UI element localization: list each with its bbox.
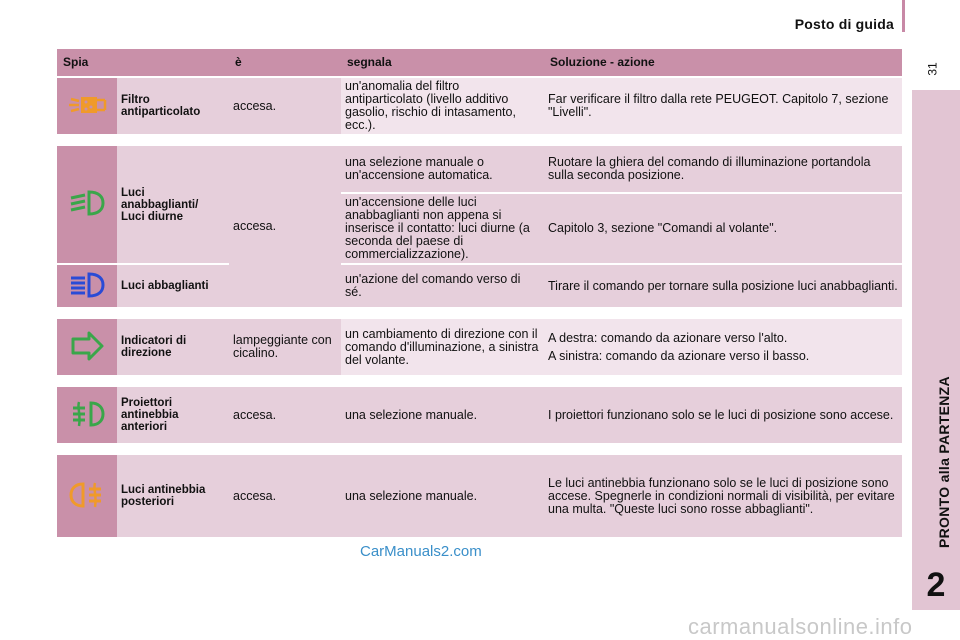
column-header-signals: segnala — [341, 49, 544, 76]
icon-cell — [57, 387, 117, 443]
light-action-right: A destra: comando da azionare verso l'alto. — [548, 330, 788, 345]
column-header-spia: Spia — [57, 49, 229, 76]
light-state: accesa. — [229, 78, 341, 134]
light-name: Filtro antiparticolato — [117, 78, 229, 134]
column-header-state: è — [229, 49, 341, 76]
diesel-particle-filter-icon — [67, 88, 107, 122]
table-row — [57, 387, 902, 443]
direction-indicator-icon — [67, 329, 107, 363]
light-signals: una selezione manuale o un'accensione automatica. — [341, 146, 544, 192]
light-signals: un'azione del comando verso di sé. — [341, 265, 544, 307]
table-row — [57, 146, 902, 192]
chapter-label: PRONTO alla PARTENZA — [936, 376, 952, 548]
light-action-group — [544, 319, 902, 375]
icon-cell — [57, 455, 117, 537]
light-action: I proiettori funzionano solo se le luci di posizione sono accese. — [544, 387, 902, 443]
page-number: 31 — [925, 62, 940, 76]
light-name: Luci antinebbia posteriori — [117, 455, 229, 537]
light-signals: un'accensione delle luci anabbaglianti non appena si inserisce il contatto: luci diurne (a seconda del paese di commercializzazione). — [341, 194, 544, 263]
light-signals: un cambiamento di direzione con il comando d'illuminazione, a sinistra del volante. — [341, 319, 544, 375]
light-name: Luci abbaglianti — [117, 265, 229, 307]
chapter-number: 2 — [912, 560, 960, 610]
light-action: Ruotare la ghiera del comando di illuminazione portandola sulla seconda posizione. — [544, 146, 902, 192]
watermark-left: CarManuals2.com — [360, 543, 482, 560]
icon-cell — [57, 265, 117, 307]
light-state: accesa. — [229, 387, 341, 443]
light-state: accesa. — [229, 146, 341, 307]
light-action: Capitolo 3, sezione "Comandi al volante". — [544, 194, 902, 263]
light-action: Far verificare il filtro dalla rete PEUGEOT. Capitolo 7, sezione "Livelli". — [544, 78, 902, 134]
light-state: accesa. — [229, 455, 341, 537]
light-signals: una selezione manuale. — [341, 387, 544, 443]
main-beam-icon — [67, 268, 107, 302]
rear-fog-lamp-icon — [67, 478, 107, 512]
light-state: lampeggiante con cicalino. — [229, 319, 341, 375]
dipped-beam-icon — [67, 186, 107, 220]
front-fog-lamp-icon — [67, 397, 107, 431]
table-header-row — [57, 49, 902, 76]
table-row — [57, 265, 902, 307]
light-signals: un'anomalia del filtro antiparticolato (livello additivo gasolio, rischio di intasamento, ecc.). — [341, 78, 544, 134]
icon-cell — [57, 319, 117, 375]
page-header-title: Posto di guida — [794, 16, 894, 32]
light-name: Proiettori antinebbia anteriori — [117, 387, 229, 443]
light-name: Luci anabbaglianti/ Luci diurne — [117, 146, 229, 263]
header-accent-bar — [902, 0, 905, 32]
table-row — [57, 455, 902, 537]
table-row — [57, 78, 902, 134]
light-signals: una selezione manuale. — [341, 455, 544, 537]
light-action: Tirare il comando per tornare sulla posizione luci anabbaglianti. — [544, 265, 902, 307]
watermark-right: carmanualsonline.info — [688, 614, 913, 639]
table-row — [57, 319, 902, 375]
warning-lights-table — [57, 47, 902, 539]
icon-cell — [57, 146, 117, 263]
icon-cell — [57, 78, 117, 134]
column-header-action: Soluzione - azione — [544, 49, 902, 76]
light-name: Indicatori di direzione — [117, 319, 229, 375]
light-action-left: A sinistra: comando da azionare verso il basso. — [548, 348, 810, 363]
light-action: Le luci antinebbia funzionano solo se le luci di posizione sono accese. Spegnerle in condizioni normali di visibilità, per evitare una multa. "Queste luci sono rosse abbaglianti". — [544, 455, 902, 537]
